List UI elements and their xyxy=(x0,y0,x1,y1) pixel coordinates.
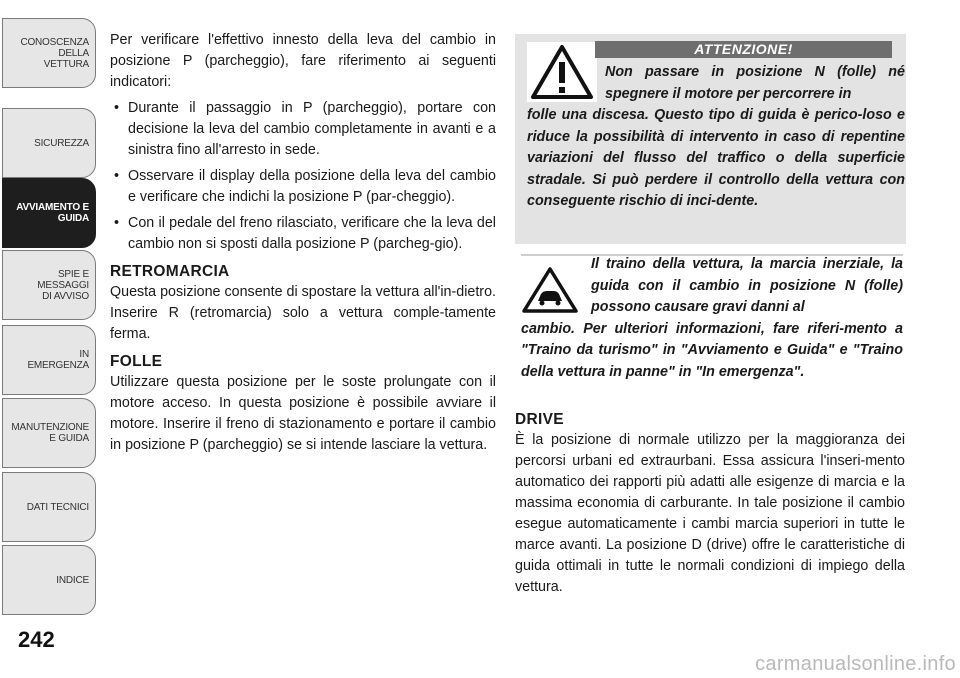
warning-label: ATTENZIONE! xyxy=(595,41,892,58)
bullet-list xyxy=(110,98,496,255)
tab-avviamento-e-guida[interactable]: AVVIAMENTO E GUIDA xyxy=(2,178,96,248)
note-block xyxy=(515,254,906,404)
chapter-sidebar xyxy=(0,0,100,640)
list-item: • Con il pedale del freno rilasciato, verificare che la leva del cambio non si sposti dalla posizione P (parcheg-gio). xyxy=(110,213,496,255)
tab-dati-tecnici[interactable]: DATI TECNICI xyxy=(2,472,96,542)
retromarcia-heading: RETROMARCIA xyxy=(110,263,230,280)
page-number: 242 xyxy=(18,627,55,652)
retromarcia-paragraph: Questa posizione consente di spostare la vettura all'in-dietro. Inserire R (retromarcia) solo a vettura comple-tamente ferma. xyxy=(110,284,496,342)
drive-paragraph: È la posizione di normale utilizzo per la maggioranza dei percorsi urbani ed extraurbani. Essa assicura l'inseri-mento automatico dei rapporti più adatti alle esigenze di marcia e la massima economia di carburante. In tale posizione il cambio esegue automaticamente i cambi marcia superiori in tutte le marce avanti. La posizione D (drive) offre le caratteristiche di guida ottimali in tutte le normali condizioni di impiego della vettura. xyxy=(515,432,905,595)
tab-indice[interactable]: INDICE xyxy=(2,545,96,615)
list-item: • Osservare il display della posizione della leva del cambio e verificare che indichi la posizione P (par-cheggio). xyxy=(110,166,496,208)
right-column xyxy=(515,410,905,598)
warning-box xyxy=(515,34,906,244)
left-column xyxy=(110,30,496,456)
folle-paragraph: Utilizzare questa posizione per le soste prolungate con il motore acceso. In questa posizione è possibile avviare il motore. Inserire il freno di stazionamento e portare il cambio in posizione P (parcheggio) se si intende lasciare la vettura. xyxy=(110,374,496,453)
tab-spie-e-messaggi[interactable]: SPIE E MESSAGGI DI AVVISO xyxy=(2,250,96,320)
tab-manutenzione[interactable]: MANUTENZIONE E GUIDA xyxy=(2,398,96,468)
list-item: • Durante il passaggio in P (parcheggio), portare con decisione la leva del cambio completamente in avanti e a sinistra fino all'arresto in sede. xyxy=(110,98,496,161)
watermark: carmanualsonline.info xyxy=(755,653,956,675)
note-text: Il traino della vettura, la marcia inerziale, la guida con il cambio in posizione N (folle) possono causare gravi danni al cambio. Per ulteriori informazioni, fare riferi-mento a "Traino da turismo" in "Avviamento e Guida" e "Traino della vettura in panne" in "In emergenza". xyxy=(521,256,903,380)
folle-heading: FOLLE xyxy=(110,353,163,370)
tab-in-emergenza[interactable]: IN EMERGENZA xyxy=(2,325,96,395)
tab-sicurezza[interactable]: SICUREZZA xyxy=(2,108,96,178)
warning-text: Non passare in posizione N (folle) né spegnere il motore per percorrere in folle una discesa. Questo tipo di guida è perico-loso e riduce la possibilità di intervento in caso di repentine variazioni del flusso del traffico o della superficie stradale. Si può perdere il controllo della vettura con conseguente rischio di inci-dente. xyxy=(527,64,905,209)
tab-conoscenza-della-vettura[interactable]: CONOSCENZA DELLA VETTURA xyxy=(2,18,96,88)
intro-paragraph: Per verificare l'effettivo innesto della leva del cambio in posizione P (parcheggio), fare riferimento ai seguenti indicatori: xyxy=(110,32,496,90)
drive-heading: DRIVE xyxy=(515,411,564,428)
